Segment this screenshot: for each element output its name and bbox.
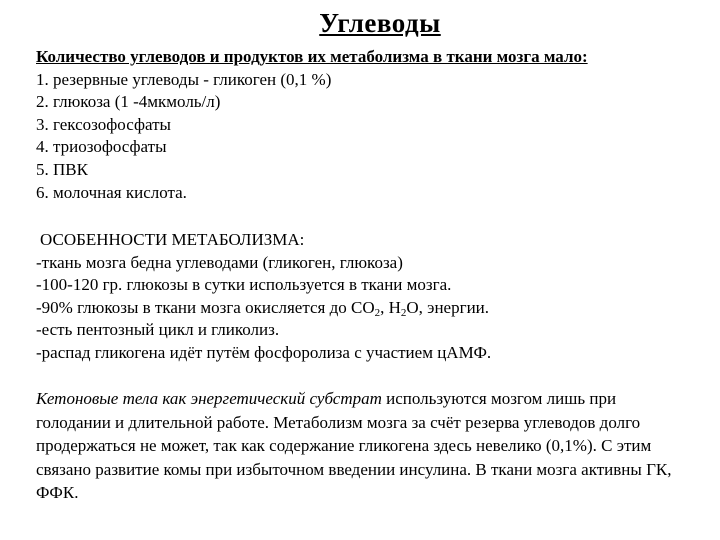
paragraph-text: используются мозгом лишь при голодании и длительной работе. Метаболизм мозга за счёт резерва углеводов долго продержаться не может, так как содержание гликогена здесь невелико (0,1%). С этим связано развитие комы при избыточном введении инсулина. В ткани мозга активны ГК, ФФК. [36, 389, 672, 503]
list-item: 3. гексозофосфаты [36, 114, 171, 134]
ketone-paragraph [36, 387, 686, 505]
section-heading: Количество углеводов и продуктов их метаболизма в ткани мозга мало: [36, 47, 588, 66]
feature-text: , Н [380, 297, 401, 317]
feature-item: -ткань мозга бедна углеводами (гликоген, глюкоза) [36, 252, 403, 272]
feature-item: -есть пентозный цикл и гликолиз. [36, 320, 280, 340]
list-item: 5. ПВК [36, 159, 88, 179]
feature-item: -распад гликогена идёт путём фосфоролиза с участием цАМФ. [36, 342, 492, 362]
subscript: 2 [374, 306, 381, 319]
list-item: 1. резервные углеводы - гликоген (0,1 %) [36, 69, 332, 89]
metabolism-features-section [36, 229, 696, 365]
page-title [0, 8, 720, 39]
page-title-text: Углеводы [319, 8, 441, 38]
feature-text: -90% глюкозы в ткани мозга окисляется до СО [36, 297, 375, 317]
carbohydrate-list-section [36, 46, 696, 204]
feature-item-oxidation [36, 297, 696, 320]
paragraph-italic-lead: Кетоновые тела как энергетический субстрат [36, 389, 382, 408]
list-item: 4. триозофосфаты [36, 137, 167, 157]
features-title: ОСОБЕННОСТИ МЕТАБОЛИЗМА: [40, 230, 305, 249]
list-item: 2. глюкоза (1 -4мкмоль/л) [36, 92, 221, 112]
feature-item: -100-120 гр. глюкозы в сутки используется в ткани мозга. [36, 275, 452, 295]
feature-text: О, энергии. [406, 297, 490, 317]
subscript: 2 [400, 306, 407, 319]
list-item: 6. молочная кислота. [36, 182, 187, 202]
